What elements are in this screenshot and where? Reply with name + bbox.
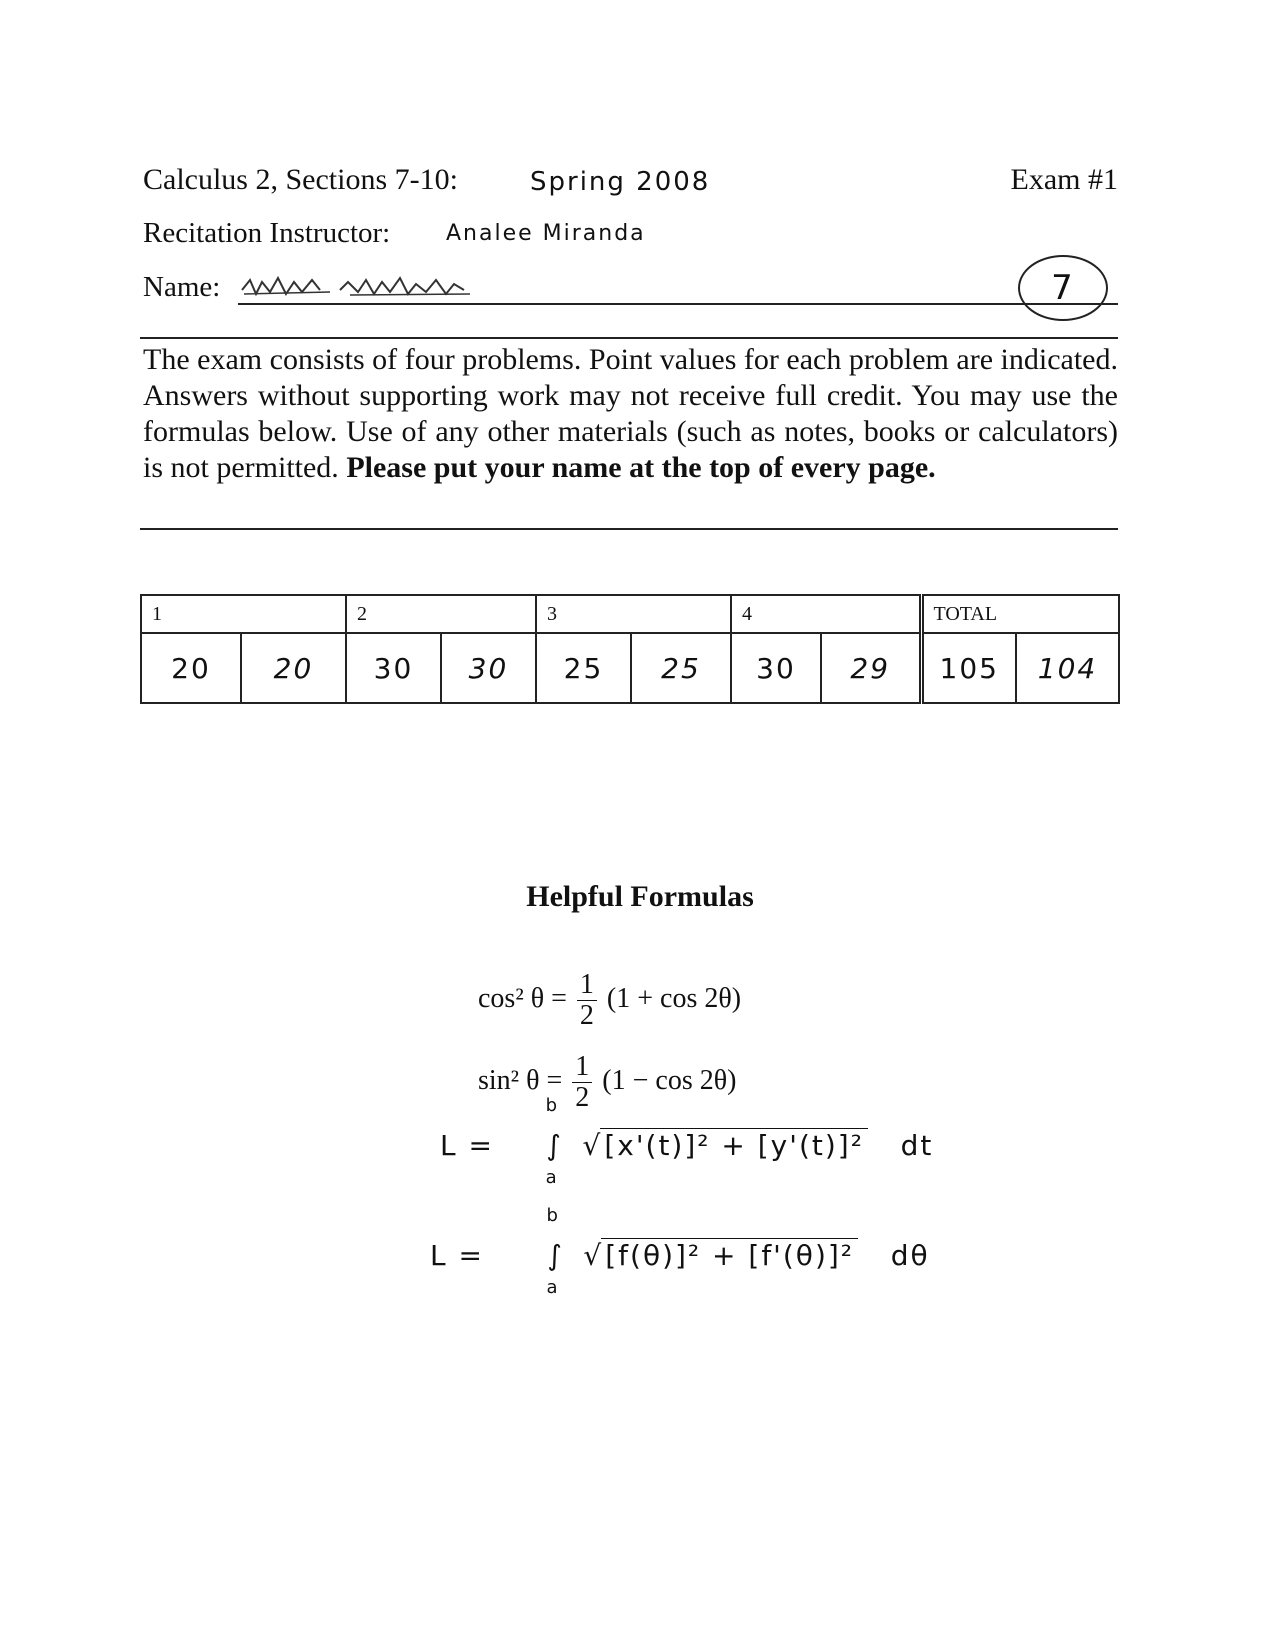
problem-3-header: 3 (536, 595, 731, 633)
rule-top (140, 337, 1118, 339)
arc-param-integrand: [x'(t)]² + [y'(t)]² (600, 1128, 868, 1162)
problem-4-score: 29 (821, 633, 921, 703)
arc-polar-integrand: [f(θ)]² + [f'(θ)]² (601, 1238, 858, 1272)
circled-page-number: 7 (1018, 255, 1108, 321)
cos-squared-formula (478, 970, 741, 1031)
sin-sq-rhs: (1 − cos 2θ) (602, 1064, 737, 1096)
sin-squared-formula (478, 1052, 736, 1113)
sqrt-sign: √ (583, 1239, 604, 1272)
instructions-text: The exam consists of four problems. Point values for each problem are indicated. Answers without supporting work may not receive full credit. You may use the formulas below. Use of any other materials (such as notes, books or calculators) is not permitted. (143, 343, 1118, 484)
problem-4-max: 30 (731, 633, 821, 703)
total-header: TOTAL (921, 595, 1119, 633)
arc-polar-upper: b (546, 1205, 560, 1226)
arc-length-polar-formula (430, 1205, 930, 1298)
arc-polar-dvar: dθ (890, 1239, 930, 1272)
cos-sq-fraction (577, 970, 597, 1031)
arc-polar-lower: a (546, 1277, 560, 1298)
recitation-label: Recitation Instructor: (143, 217, 391, 249)
exam-number: Exam #1 (1010, 163, 1118, 196)
instructions-emphasis: Please put your name at the top of every page. (346, 451, 936, 484)
problem-2-header: 2 (346, 595, 536, 633)
redacted-name-scribble (240, 272, 500, 302)
name-label: Name: (143, 271, 221, 303)
problem-1-score: 20 (241, 633, 346, 703)
integral-sign: ∫ b a (546, 1205, 564, 1298)
arc-length-parametric-formula (440, 1095, 934, 1188)
problem-4-header: 4 (731, 595, 921, 633)
integral-sign: ∫ b a (545, 1095, 563, 1188)
problem-3-score: 25 (631, 633, 731, 703)
rule-bottom (140, 528, 1118, 530)
sin-sq-den: 2 (575, 1082, 590, 1113)
sin-sq-fraction (572, 1052, 592, 1113)
arc-polar-lhs: L = (430, 1239, 484, 1272)
problem-2-max: 30 (346, 633, 441, 703)
sin-sq-lhs: sin² θ = (478, 1064, 563, 1096)
cos-sq-rhs: (1 + cos 2θ) (606, 982, 742, 1014)
recitation-instructor-name: Analee Miranda (446, 221, 646, 246)
total-max: 105 (921, 633, 1016, 703)
problem-3-max: 25 (536, 633, 631, 703)
cos-sq-lhs: cos² θ = (478, 982, 567, 1014)
score-table (140, 594, 1120, 704)
sqrt-sign: √ (582, 1129, 603, 1162)
term-handwritten: Spring 2008 (530, 167, 711, 197)
total-score: 104 (1016, 633, 1119, 703)
arc-param-lower: a (545, 1167, 559, 1188)
problem-1-header: 1 (141, 595, 346, 633)
sin-sq-num: 1 (572, 1052, 592, 1083)
arc-param-dvar: dt (900, 1129, 934, 1162)
problem-2-score: 30 (441, 633, 536, 703)
instructions-paragraph (143, 342, 1118, 486)
arc-param-upper: b (545, 1095, 560, 1116)
problem-1-max: 20 (141, 633, 241, 703)
course-title: Calculus 2, Sections 7-10: (143, 163, 458, 196)
name-underline (238, 303, 1118, 305)
formulas-title: Helpful Formulas (526, 880, 754, 913)
cos-sq-num: 1 (577, 970, 597, 1001)
arc-param-lhs: L = (440, 1129, 494, 1162)
cos-sq-den: 2 (579, 1000, 594, 1031)
